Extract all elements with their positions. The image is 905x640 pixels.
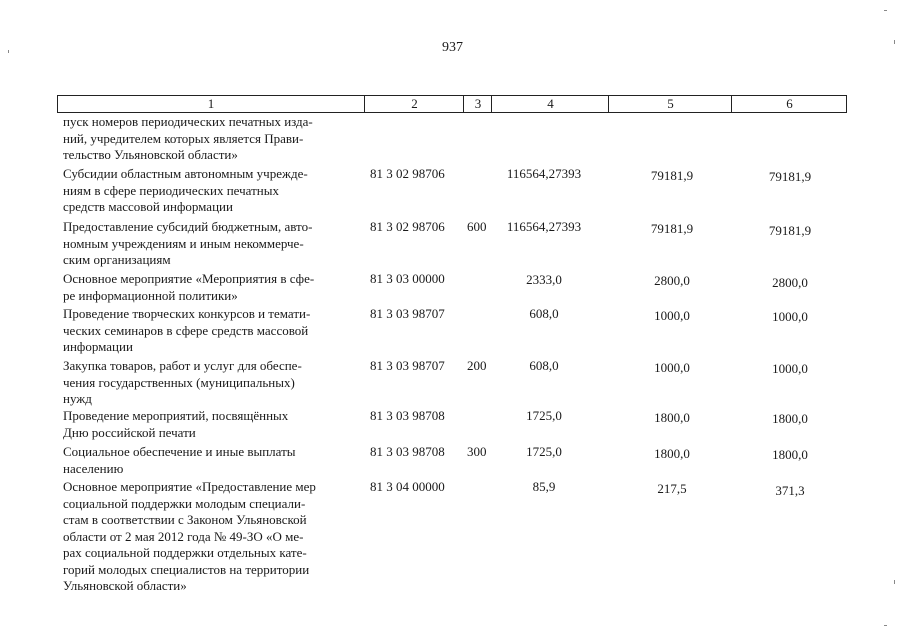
row-value-2021: 371,3 <box>775 483 805 498</box>
row-code: 81 3 03 98708 <box>370 444 445 459</box>
row-value-2021: 2800,0 <box>772 275 808 290</box>
row-code: 81 3 04 00000 <box>370 479 445 494</box>
row-description: пуск номеров периодических печатных изда- ний, учредителем которых является Прави- тельство Ульяновской области» <box>63 114 313 162</box>
scan-speck <box>894 580 895 584</box>
row-value-2020: 79181,9 <box>650 221 694 236</box>
row-value-2021: 1800,0 <box>772 411 808 426</box>
row-description: Предоставление субсидий бюджетным, авто- номным учреждениям и иным некоммерче- ским организациям <box>63 219 313 267</box>
row-description: Основное мероприятие «Мероприятия в сфе- ре информационной политики» <box>63 271 315 303</box>
row-code: 81 3 02 98706 <box>370 219 445 234</box>
budget-table <box>57 95 847 593</box>
header-col-2: 2 <box>364 96 464 112</box>
row-value-2020: 1000,0 <box>654 308 690 323</box>
row-value-2019: 608,0 <box>529 306 559 321</box>
row-code: 81 3 03 98707 <box>370 306 445 321</box>
row-code: 81 3 03 00000 <box>370 271 445 286</box>
row-description: Закупка товаров, работ и услуг для обеспе- чения государственных (муниципальных) нужд <box>63 358 302 406</box>
row-value-2020: 1800,0 <box>654 446 690 461</box>
row-expense-type: 300 <box>467 444 487 459</box>
row-description: Субсидии областным автономным учрежде- ниям в сфере периодических печатных средств массовой информации <box>63 166 308 214</box>
scan-speck <box>894 40 895 44</box>
page-number: 937 <box>442 40 463 55</box>
row-value-2019: 1725,0 <box>526 444 562 459</box>
table-header <box>57 95 847 113</box>
scan-speck <box>884 625 887 626</box>
row-description: Основное мероприятие «Предоставление мер социальной поддержки молодым специали- стам в соответствии с Законом Ульяновской области от 2 мая 2012 года № 49-ЗО «О ме- рах социальной поддержки отдельных кате- горий молодых специалистов на территории Ульяновской области» <box>63 479 316 593</box>
header-col-5: 5 <box>608 96 732 112</box>
row-value-2020: 1800,0 <box>654 410 690 425</box>
row-value-2021: 1800,0 <box>772 447 808 462</box>
row-value-2020: 2800,0 <box>654 273 690 288</box>
row-value-2019: 608,0 <box>529 358 559 373</box>
row-value-2020: 1000,0 <box>654 360 690 375</box>
row-value-2021: 1000,0 <box>772 361 808 376</box>
row-code: 81 3 03 98708 <box>370 408 445 423</box>
header-col-1: 1 <box>207 96 215 111</box>
row-value-2020: 79181,9 <box>650 168 694 183</box>
row-value-2019: 85,9 <box>532 479 556 494</box>
header-col-4: 4 <box>491 96 609 112</box>
row-value-2019: 116564,27393 <box>506 219 582 234</box>
row-description: Проведение мероприятий, посвящённых Дню российской печати <box>63 408 289 440</box>
row-value-2019: 2333,0 <box>526 272 562 287</box>
row-description: Социальное обеспечение и иные выплаты населению <box>63 444 296 476</box>
row-value-2021: 79181,9 <box>768 169 812 184</box>
row-value-2021: 79181,9 <box>768 223 812 238</box>
row-value-2019: 116564,27393 <box>506 166 582 181</box>
row-value-2019: 1725,0 <box>526 408 562 423</box>
header-col-6: 6 <box>731 96 847 112</box>
row-value-2020: 217,5 <box>657 481 687 496</box>
row-value-2021: 1000,0 <box>772 309 808 324</box>
scan-speck <box>884 10 887 11</box>
header-col-3: 3 <box>463 96 492 112</box>
row-expense-type: 600 <box>467 219 487 234</box>
row-code: 81 3 03 98707 <box>370 358 445 373</box>
row-expense-type: 200 <box>467 358 487 373</box>
scan-speck <box>8 50 9 53</box>
row-description: Проведение творческих конкурсов и темати- ческих семинаров в сфере средств массовой информации <box>63 306 311 354</box>
row-code: 81 3 02 98706 <box>370 166 445 181</box>
